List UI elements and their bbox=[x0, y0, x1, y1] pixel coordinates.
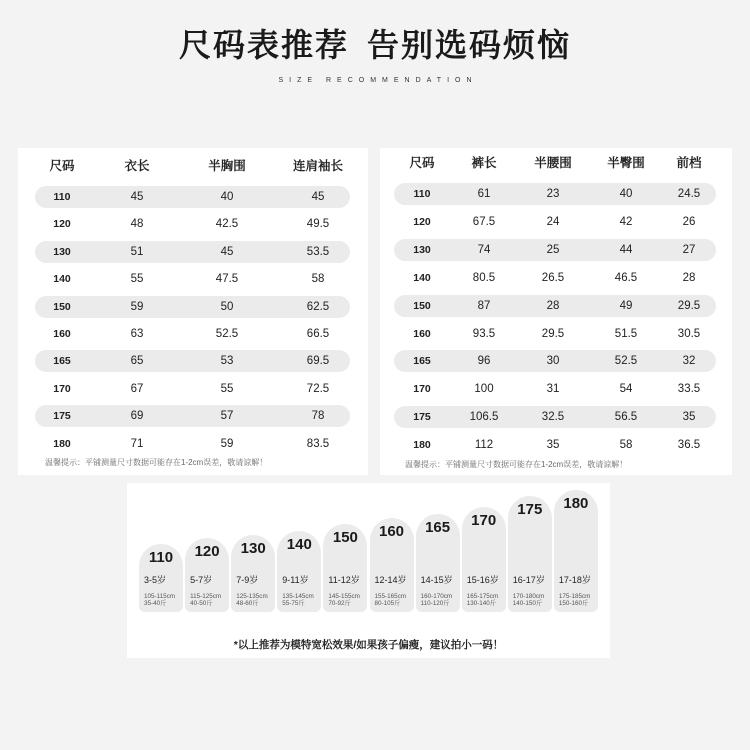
table-row bbox=[35, 378, 350, 400]
size-cell: 160 bbox=[413, 327, 431, 340]
table-row bbox=[394, 211, 716, 233]
size-bar bbox=[554, 490, 598, 612]
value-cell: 54 bbox=[619, 383, 633, 396]
size-cell: 175 bbox=[413, 411, 431, 424]
value-cell: 55 bbox=[220, 382, 234, 395]
value-cell: 35 bbox=[682, 411, 696, 424]
value-cell: 52.5 bbox=[215, 328, 239, 340]
value-cell: 46.5 bbox=[614, 271, 638, 284]
value-cell: 74 bbox=[477, 243, 491, 256]
value-cell: 96 bbox=[477, 355, 491, 368]
size-cell: 140 bbox=[413, 271, 431, 284]
weight-range: 48-60斤 bbox=[236, 600, 259, 607]
size-cell: 170 bbox=[53, 382, 71, 395]
table-row bbox=[394, 434, 716, 456]
value-cell: 36.5 bbox=[677, 439, 701, 452]
value-cell: 49.5 bbox=[306, 218, 330, 231]
value-cell: 29.5 bbox=[677, 299, 701, 312]
size-cell: 180 bbox=[413, 439, 431, 452]
value-cell: 62.5 bbox=[306, 300, 330, 313]
value-cell: 61 bbox=[477, 188, 491, 200]
table-row bbox=[394, 295, 716, 317]
size-cell: 150 bbox=[413, 299, 431, 312]
column-header: 衣长 bbox=[124, 159, 150, 173]
value-cell: 42 bbox=[619, 215, 633, 228]
height-range: 125-135cm bbox=[236, 593, 268, 600]
value-cell: 72.5 bbox=[306, 382, 330, 395]
value-cell: 51.5 bbox=[614, 327, 638, 340]
value-cell: 42.5 bbox=[215, 218, 239, 231]
table-row bbox=[35, 296, 350, 318]
table-row bbox=[35, 241, 350, 263]
size-label: 160 bbox=[378, 523, 405, 540]
size-label: 120 bbox=[194, 543, 220, 560]
value-cell: 33.5 bbox=[677, 383, 701, 396]
shirt-size-table bbox=[18, 148, 368, 475]
value-cell: 24 bbox=[546, 215, 560, 228]
size-cell: 165 bbox=[413, 355, 431, 368]
value-cell: 45 bbox=[311, 191, 325, 203]
size-label: 170 bbox=[471, 512, 497, 529]
value-cell: 69.5 bbox=[306, 355, 330, 368]
size-cell: 110 bbox=[53, 191, 71, 203]
measurement-note: 温馨提示：平铺测量尺寸数据可能存在1-2cm误差，敬请谅解！ bbox=[405, 460, 628, 469]
page-title bbox=[0, 26, 750, 64]
value-cell: 59 bbox=[130, 300, 144, 313]
table-row bbox=[394, 350, 716, 372]
size-cell: 165 bbox=[53, 355, 71, 368]
age-range: 12-14岁 bbox=[374, 575, 407, 585]
value-cell: 28 bbox=[546, 299, 560, 312]
table-row bbox=[394, 239, 716, 261]
age-range: 11-12岁 bbox=[328, 575, 360, 585]
page-subtitle: SIZE RECOMMENDATION bbox=[278, 77, 478, 84]
value-cell: 28 bbox=[682, 271, 696, 284]
value-cell: 48 bbox=[130, 218, 144, 231]
value-cell: 50 bbox=[220, 300, 234, 313]
value-cell: 66.5 bbox=[306, 328, 330, 340]
weight-range: 110-120斤 bbox=[420, 600, 450, 607]
size-label: 165 bbox=[425, 519, 451, 536]
value-cell: 67.5 bbox=[472, 215, 496, 228]
age-range: 5-7岁 bbox=[190, 575, 213, 585]
value-cell: 31 bbox=[546, 383, 560, 396]
table-row bbox=[35, 268, 350, 290]
value-cell: 67 bbox=[130, 382, 144, 395]
table-row bbox=[35, 433, 350, 455]
value-cell: 53.5 bbox=[306, 245, 330, 258]
size-cell: 175 bbox=[53, 410, 71, 423]
table-row bbox=[35, 186, 350, 208]
value-cell: 83.5 bbox=[306, 437, 330, 450]
table-row bbox=[394, 323, 716, 345]
value-cell: 23 bbox=[546, 188, 560, 200]
value-cell: 56.5 bbox=[614, 411, 638, 424]
size-bar bbox=[323, 524, 367, 612]
size-label: 175 bbox=[517, 501, 543, 518]
measurement-note: 温馨提示：平铺测量尺寸数据可能存在1-2cm误差，敬请谅解！ bbox=[45, 458, 268, 467]
value-cell: 24.5 bbox=[677, 188, 701, 200]
value-cell: 58 bbox=[311, 273, 325, 286]
value-cell: 40 bbox=[619, 188, 633, 200]
size-cell: 170 bbox=[413, 383, 431, 396]
table-row bbox=[35, 323, 350, 345]
size-bar bbox=[185, 538, 229, 612]
column-header: 尺码 bbox=[409, 156, 435, 170]
height-range: 145-155cm bbox=[328, 593, 360, 600]
value-cell: 57 bbox=[220, 410, 234, 423]
value-cell: 32.5 bbox=[541, 411, 565, 424]
size-cell: 110 bbox=[413, 188, 431, 200]
value-cell: 106.5 bbox=[469, 411, 499, 424]
size-cell: 180 bbox=[53, 437, 71, 450]
size-bar bbox=[416, 514, 460, 612]
age-range: 3-5岁 bbox=[144, 575, 167, 585]
table-row bbox=[394, 406, 716, 428]
size-recommendation-panel bbox=[127, 483, 610, 658]
value-cell: 45 bbox=[220, 245, 234, 258]
size-bar bbox=[231, 535, 275, 612]
size-cell: 130 bbox=[413, 243, 431, 256]
value-cell: 44 bbox=[619, 243, 633, 256]
value-cell: 100 bbox=[474, 383, 494, 396]
value-cell: 30.5 bbox=[677, 327, 701, 340]
value-cell: 25 bbox=[546, 243, 560, 256]
value-cell: 58 bbox=[619, 439, 633, 452]
title-tagline: 告别选码烦恼 bbox=[367, 27, 572, 63]
weight-range: 70-92斤 bbox=[328, 600, 351, 607]
value-cell: 40 bbox=[220, 191, 234, 203]
column-header: 半腰围 bbox=[534, 156, 572, 170]
recommendation-note: *以上推荐为模特宽松效果/如果孩子偏瘦，建议拍小一码！ bbox=[233, 639, 504, 651]
value-cell: 49 bbox=[619, 299, 633, 312]
value-cell: 53 bbox=[220, 355, 234, 368]
title-main: 尺码表推荐 bbox=[178, 27, 349, 63]
value-cell: 35 bbox=[546, 439, 560, 452]
value-cell: 87 bbox=[477, 299, 491, 312]
weight-range: 150-160斤 bbox=[558, 600, 589, 607]
column-header: 裤长 bbox=[471, 156, 497, 170]
weight-range: 40-50斤 bbox=[190, 600, 213, 607]
table-row bbox=[394, 378, 716, 400]
value-cell: 52.5 bbox=[614, 355, 638, 368]
weight-range: 35-40斤 bbox=[144, 600, 167, 607]
size-bar bbox=[462, 507, 506, 612]
value-cell: 63 bbox=[130, 328, 144, 340]
height-range: 155-165cm bbox=[374, 593, 407, 600]
value-cell: 26.5 bbox=[541, 271, 565, 284]
size-bar bbox=[277, 531, 321, 612]
size-cell: 130 bbox=[53, 245, 71, 258]
value-cell: 26 bbox=[682, 215, 696, 228]
age-range: 7-9岁 bbox=[236, 575, 259, 585]
size-cell: 140 bbox=[53, 273, 71, 286]
value-cell: 65 bbox=[130, 355, 144, 368]
age-range: 14-15岁 bbox=[420, 575, 453, 585]
age-range: 9-11岁 bbox=[282, 575, 309, 585]
size-bar bbox=[508, 496, 552, 612]
value-cell: 45 bbox=[130, 191, 144, 203]
size-cell: 160 bbox=[53, 328, 71, 340]
height-range: 135-145cm bbox=[282, 593, 314, 600]
size-bar bbox=[370, 518, 414, 612]
weight-range: 140-150斤 bbox=[512, 600, 543, 607]
size-label: 150 bbox=[332, 529, 358, 546]
value-cell: 29.5 bbox=[541, 327, 565, 340]
size-cell: 150 bbox=[53, 300, 71, 313]
column-header: 半臀围 bbox=[607, 156, 645, 170]
weight-range: 80-105斤 bbox=[374, 600, 401, 607]
size-cell: 120 bbox=[53, 218, 71, 231]
column-header: 尺码 bbox=[49, 159, 75, 173]
column-header: 前档 bbox=[676, 156, 702, 170]
value-cell: 27 bbox=[682, 243, 696, 256]
height-range: 115-125cm bbox=[190, 593, 222, 600]
size-label: 130 bbox=[240, 540, 266, 557]
value-cell: 51 bbox=[130, 245, 144, 258]
value-cell: 32 bbox=[682, 355, 696, 368]
table-row bbox=[394, 183, 716, 205]
age-range: 16-17岁 bbox=[512, 575, 545, 585]
value-cell: 59 bbox=[220, 437, 234, 450]
table-row bbox=[394, 267, 716, 289]
size-label: 110 bbox=[148, 549, 174, 566]
weight-range: 55-75斤 bbox=[282, 600, 305, 607]
height-range: 165-175cm bbox=[466, 593, 499, 600]
table-row bbox=[35, 213, 350, 235]
age-range: 15-16岁 bbox=[466, 575, 499, 585]
height-range: 105-115cm bbox=[144, 593, 176, 600]
value-cell: 93.5 bbox=[472, 327, 496, 340]
value-cell: 112 bbox=[474, 439, 494, 452]
value-cell: 47.5 bbox=[215, 273, 239, 286]
value-cell: 78 bbox=[311, 410, 325, 423]
size-label: 140 bbox=[286, 536, 312, 553]
height-range: 175-185cm bbox=[558, 593, 591, 600]
value-cell: 55 bbox=[130, 273, 144, 286]
weight-range: 130-140斤 bbox=[466, 600, 497, 607]
size-bar bbox=[139, 544, 183, 612]
pants-size-table bbox=[380, 148, 732, 475]
table-row bbox=[35, 405, 350, 427]
value-cell: 71 bbox=[130, 437, 144, 450]
height-range: 160-170cm bbox=[420, 593, 453, 600]
height-range: 170-180cm bbox=[512, 593, 545, 600]
value-cell: 30 bbox=[546, 355, 560, 368]
value-cell: 80.5 bbox=[472, 271, 496, 284]
column-header: 连肩袖长 bbox=[292, 159, 343, 173]
size-cell: 120 bbox=[413, 215, 431, 228]
table-row bbox=[35, 350, 350, 372]
column-header: 半胸围 bbox=[208, 159, 246, 173]
age-range: 17-18岁 bbox=[558, 575, 591, 585]
size-label: 180 bbox=[563, 495, 589, 512]
value-cell: 69 bbox=[130, 410, 144, 423]
